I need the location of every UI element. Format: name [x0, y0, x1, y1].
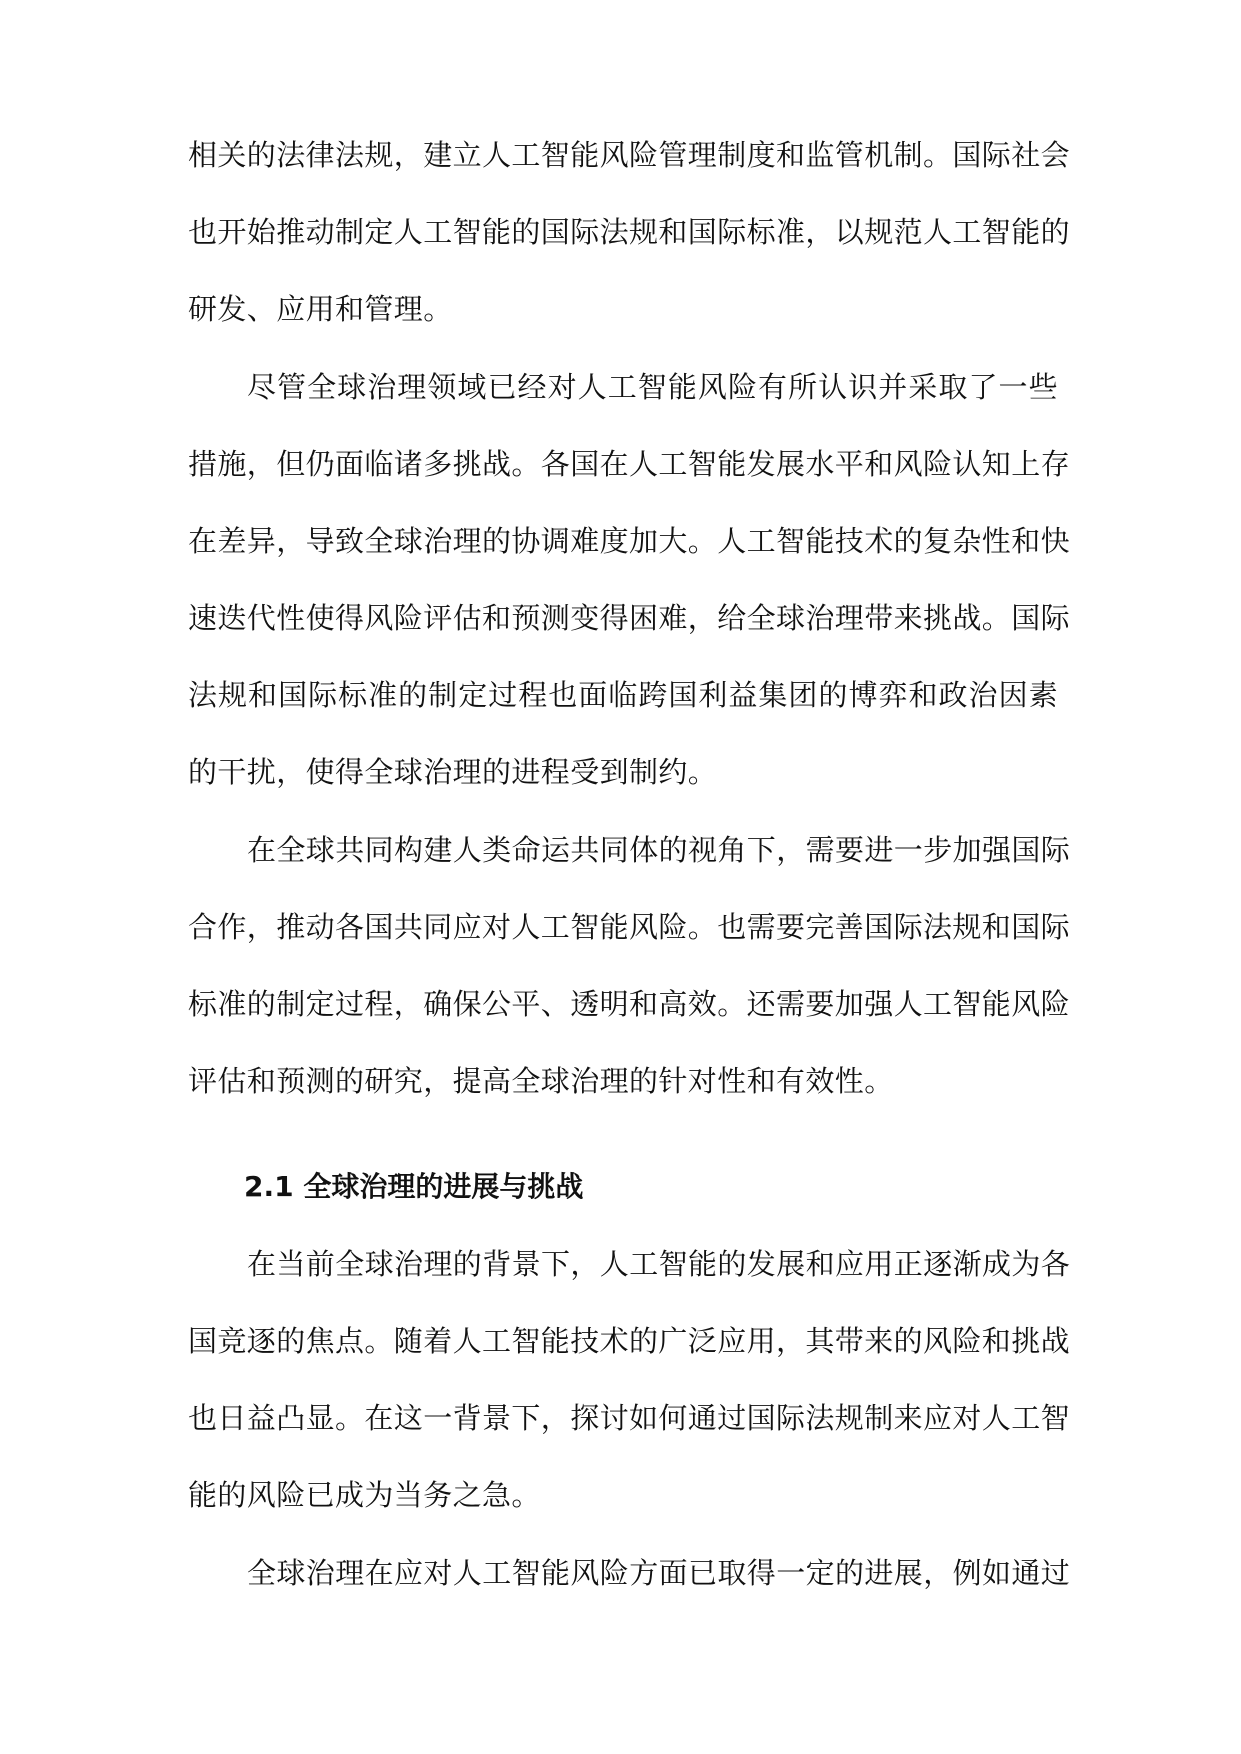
paragraph-line: 也开始推动制定人工智能的国际法规和国际标准，以规范人工智能的 [188, 215, 1071, 249]
paragraph-line: 能的风险已成为当务之急。 [188, 1478, 541, 1512]
paragraph-line: 研发、应用和管理。 [188, 292, 453, 326]
paragraph-line: 在全球共同构建人类命运共同体的视角下，需要进一步加强国际 [247, 833, 1071, 867]
paragraph-line: 相关的法律法规，建立人工智能风险管理制度和监管机制。国际社会 [188, 138, 1071, 172]
paragraph-line: 标准的制定过程，确保公平、透明和高效。还需要加强人工智能风险 [188, 987, 1071, 1021]
paragraph-line: 也日益凸显。在这一背景下，探讨如何通过国际法规制来应对人工智 [188, 1401, 1071, 1435]
paragraph-line: 尽管全球治理领域已经对人工智能风险有所认识并采取了一些 [247, 370, 1058, 404]
paragraph-line: 法规和国际标准的制定过程也面临跨国利益集团的博弈和政治因素 [188, 678, 1058, 712]
paragraph-line: 评估和预测的研究，提高全球治理的针对性和有效性。 [188, 1064, 894, 1098]
paragraph-line: 的干扰，使得全球治理的进程受到制约。 [188, 755, 718, 789]
paragraph-line: 合作，推动各国共同应对人工智能风险。也需要完善国际法规和国际 [188, 910, 1071, 944]
paragraph-line: 速迭代性使得风险评估和预测变得困难，给全球治理带来挑战。国际 [188, 601, 1071, 635]
paragraph-line: 全球治理在应对人工智能风险方面已取得一定的进展，例如通过 [247, 1556, 1071, 1590]
paragraph-line: 在当前全球治理的背景下，人工智能的发展和应用正逐渐成为各 [247, 1247, 1071, 1281]
paragraph-line: 国竞逐的焦点。随着人工智能技术的广泛应用，其带来的风险和挑战 [188, 1324, 1071, 1358]
section-heading: 2.1 全球治理的进展与挑战 [244, 1170, 584, 1203]
paragraph-line: 措施，但仍面临诸多挑战。各国在人工智能发展水平和风险认知上存 [188, 447, 1071, 481]
paragraph-line: 在差异，导致全球治理的协调难度加大。人工智能技术的复杂性和快 [188, 524, 1071, 558]
